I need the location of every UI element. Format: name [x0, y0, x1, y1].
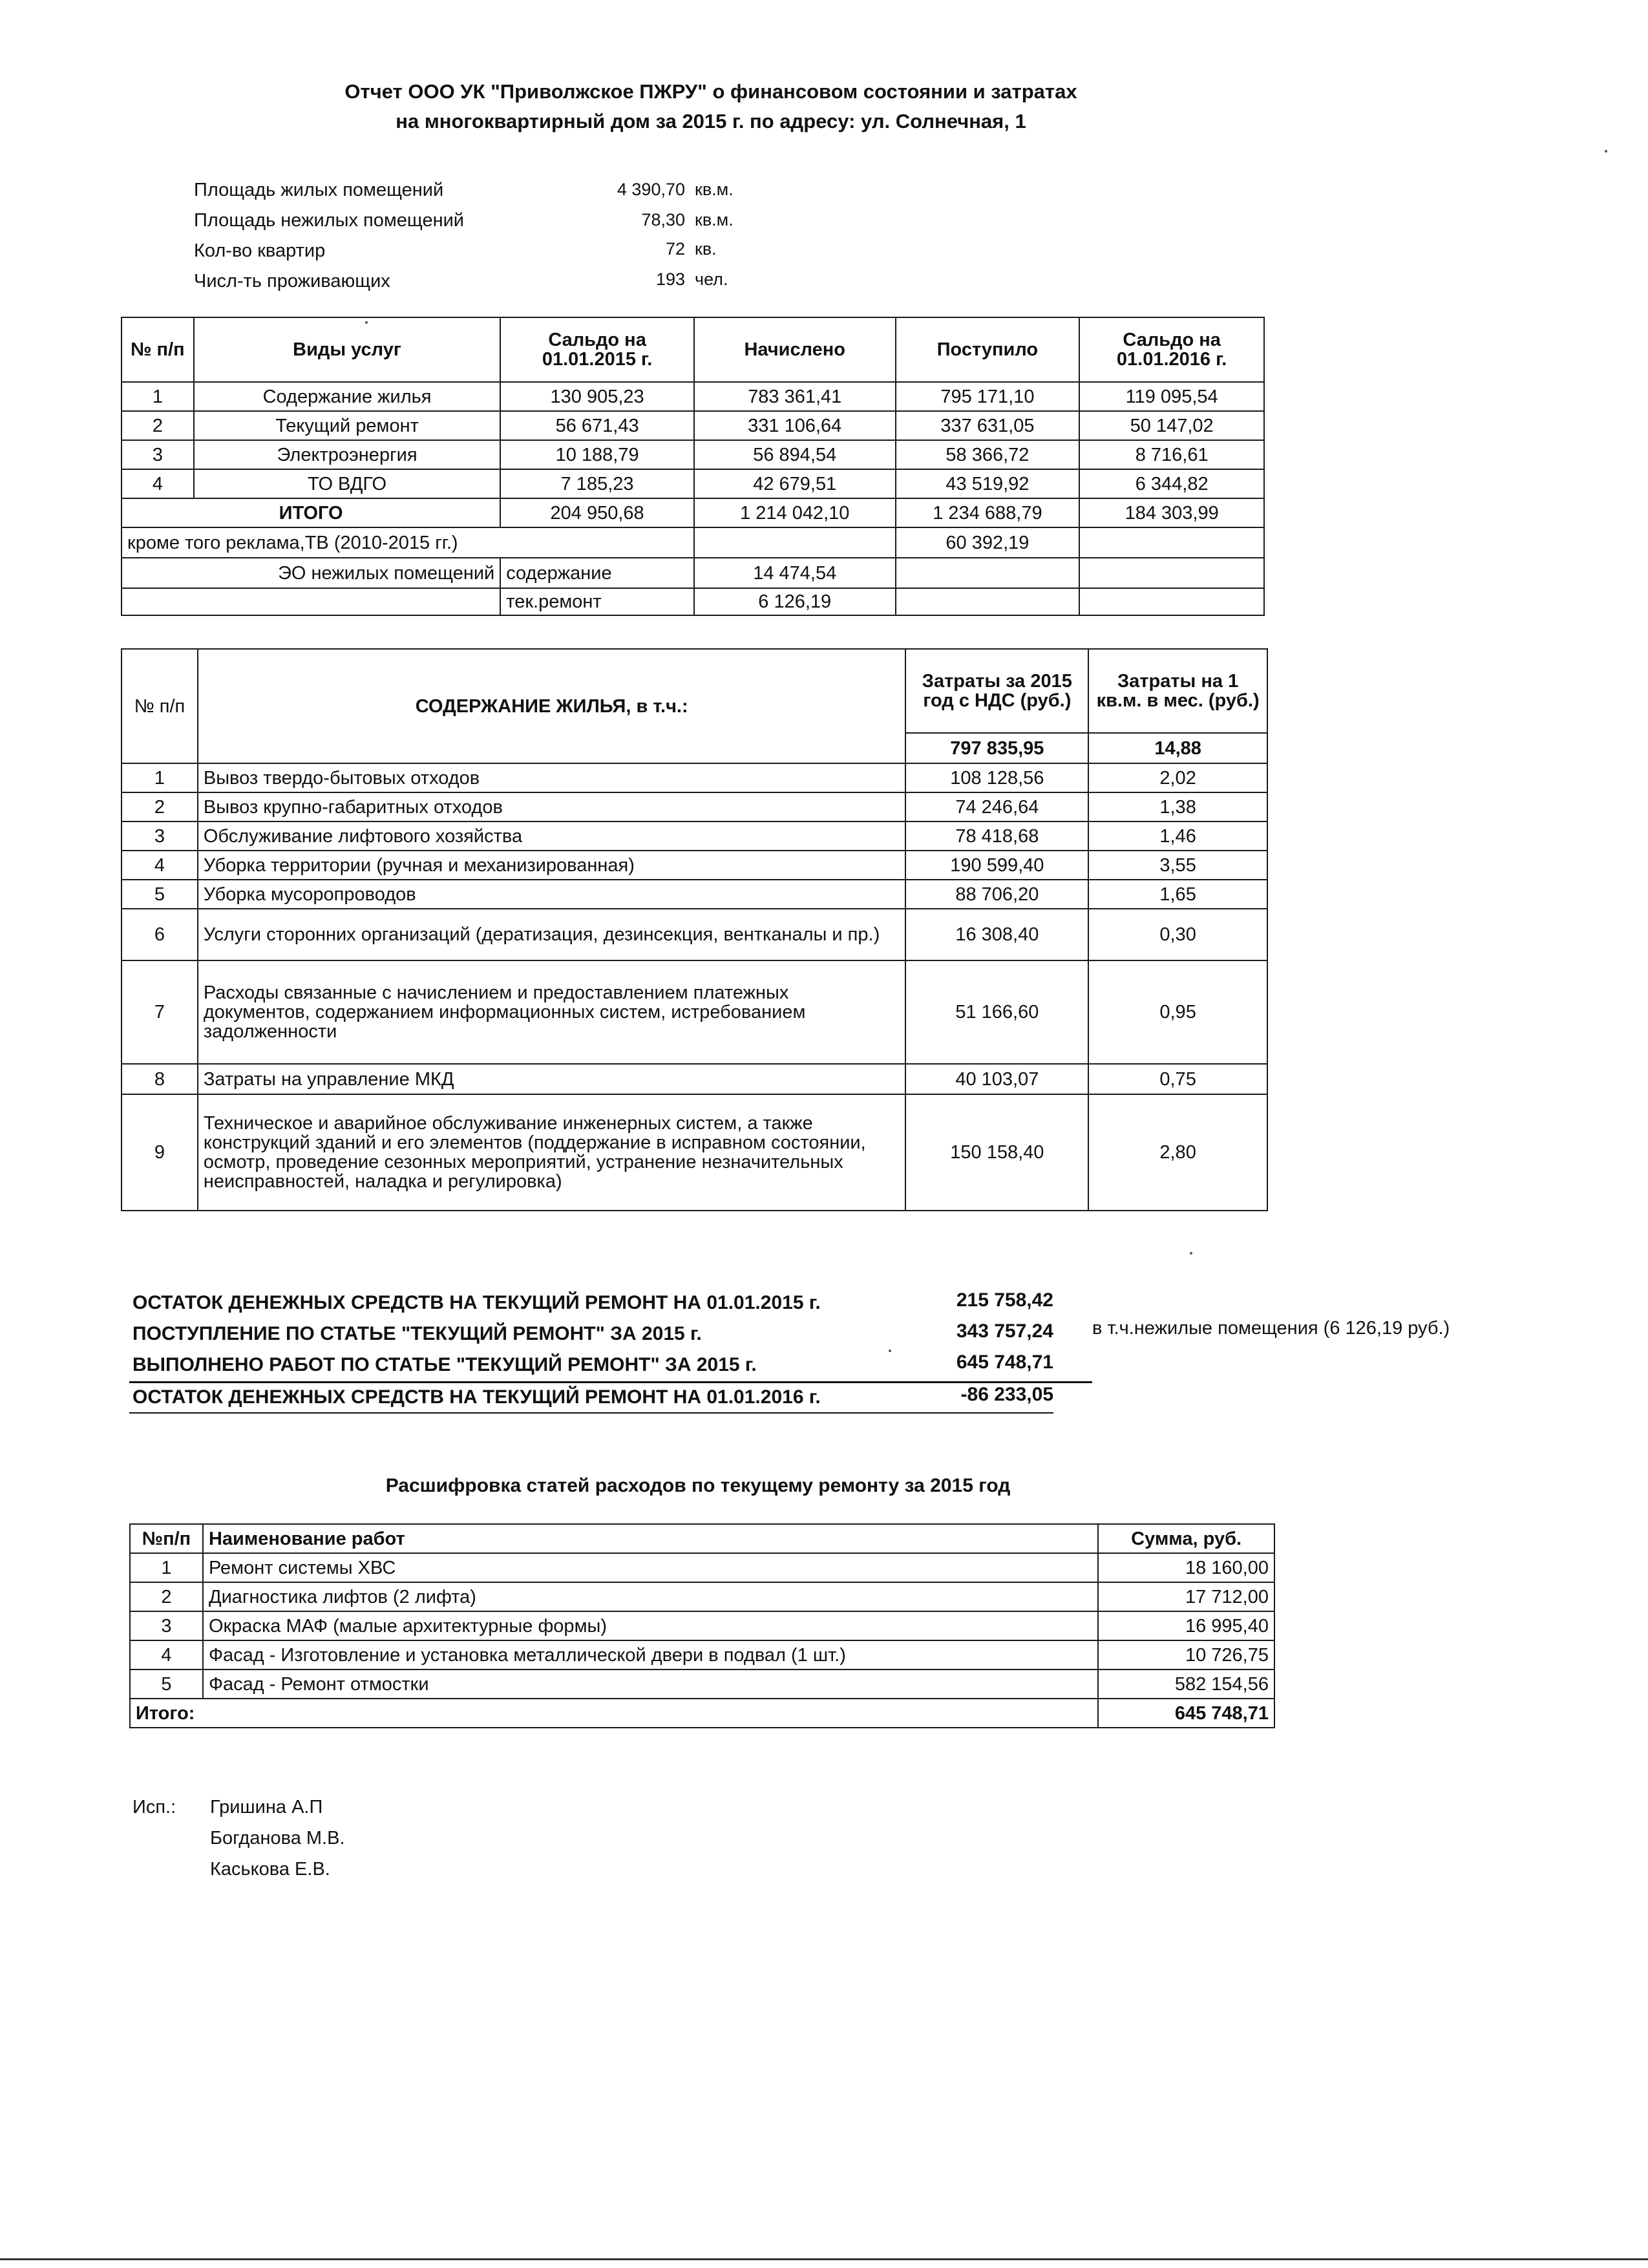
- balance-label: ОСТАТОК ДЕНЕЖНЫХ СРЕДСТВ НА ТЕКУЩИЙ РЕМОНТ НА 01.01.2016 г.: [132, 1386, 821, 1408]
- info-unit: кв.: [695, 239, 717, 259]
- work-name: Фасад - Изготовление и установка металлической двери в подвал (1 шт.): [203, 1640, 1098, 1669]
- balance-label: ПОСТУПЛЕНИЕ ПО СТАТЬЕ "ТЕКУЩИЙ РЕМОНТ" ЗА 2015 г.: [132, 1323, 702, 1344]
- eo-val-upkeep: 14 474,54: [694, 558, 896, 588]
- repair-title: Расшифровка статей расходов по текущему ремонту за 2015 год: [385, 1475, 1011, 1496]
- report-title-line1: Отчет ООО УК "Приволжское ПЖРУ" о финансовом состоянии и затратах: [344, 80, 1077, 103]
- total-row: [130, 1699, 1274, 1728]
- item-per-m2: 3,55: [1088, 851, 1267, 880]
- signature-name: Богданова М.В.: [210, 1828, 345, 1849]
- item-per-m2: 0,75: [1088, 1064, 1267, 1094]
- item-cost: 51 166,60: [905, 960, 1088, 1064]
- row-number: 1: [130, 1553, 203, 1582]
- row-number: 2: [121, 411, 194, 440]
- col-header-number: №п/п: [130, 1524, 203, 1553]
- col-header-maintenance: СОДЕРЖАНИЕ ЖИЛЬЯ, в т.ч.:: [198, 649, 906, 763]
- charged: 783 361,41: [694, 382, 896, 411]
- row-number: 7: [121, 960, 198, 1064]
- total-saldo-start: 204 950,68: [500, 498, 694, 527]
- col-header-received: Поступило: [896, 317, 1080, 382]
- charged: 56 894,54: [694, 440, 896, 469]
- service-name: Содержание жилья: [194, 382, 500, 411]
- table-row: [121, 960, 1267, 1064]
- col-header-charged: Начислено: [694, 317, 896, 382]
- work-sum: 17 712,00: [1098, 1582, 1274, 1611]
- saldo-end: 8 716,61: [1079, 440, 1264, 469]
- item-cost: 150 158,40: [905, 1094, 1088, 1211]
- row-number: 2: [130, 1582, 203, 1611]
- info-value: 78,30: [641, 210, 685, 229]
- table-row: [121, 469, 1264, 498]
- col-header-saldo-start: Сальдо на 01.01.2015 г.: [500, 317, 694, 382]
- item-per-m2: 1,38: [1088, 792, 1267, 821]
- row-number: 3: [130, 1611, 203, 1640]
- item-per-m2: 0,95: [1088, 960, 1267, 1064]
- received: 337 631,05: [896, 411, 1080, 440]
- table-row: [130, 1669, 1274, 1699]
- info-label: Площадь жилых помещений: [194, 180, 444, 200]
- work-name: Ремонт системы ХВС: [203, 1553, 1098, 1582]
- row-number: 2: [121, 792, 198, 821]
- item-name: Уборка мусоропроводов: [198, 880, 906, 909]
- total-sum: 645 748,71: [1098, 1699, 1274, 1728]
- advert-label: кроме того реклама,ТВ (2010-2015 гг.): [121, 527, 694, 558]
- col-header-sum: Сумма, руб.: [1098, 1524, 1274, 1553]
- item-per-m2: 2,02: [1088, 763, 1267, 792]
- scan-speck: [1605, 150, 1607, 153]
- table-row: [121, 851, 1267, 880]
- table-row: [121, 411, 1264, 440]
- table-row: [121, 821, 1267, 851]
- saldo-start: 10 188,79: [500, 440, 694, 469]
- info-value: 4 390,70: [617, 180, 685, 199]
- table-row: [121, 763, 1267, 792]
- row-number: 4: [130, 1640, 203, 1669]
- balance-divider: [129, 1381, 1092, 1383]
- saldo-start: 7 185,23: [500, 469, 694, 498]
- info-unit: кв.м.: [695, 210, 734, 229]
- info-unit: чел.: [695, 270, 728, 289]
- col-header-cost: Затраты за 2015 год с НДС (руб.): [905, 649, 1088, 733]
- work-name: Диагностика лифтов (2 лифта): [203, 1582, 1098, 1611]
- work-sum: 10 726,75: [1098, 1640, 1274, 1669]
- service-name: Электроэнергия: [194, 440, 500, 469]
- saldo-end: 6 344,82: [1079, 469, 1264, 498]
- repair-table: [129, 1523, 1275, 1728]
- col-header-number: № п/п: [121, 649, 198, 763]
- info-unit: кв.м.: [695, 180, 734, 199]
- table-row: [130, 1611, 1274, 1640]
- row-number: 3: [121, 440, 194, 469]
- item-cost: 190 599,40: [905, 851, 1088, 880]
- table-row: [130, 1640, 1274, 1669]
- eo-row-upkeep: [121, 558, 1264, 588]
- total-label: ИТОГО: [121, 498, 500, 527]
- table-row: [121, 1094, 1267, 1211]
- item-cost: 108 128,56: [905, 763, 1088, 792]
- balance-note: в т.ч.нежилые помещения (6 126,19 руб.): [1092, 1318, 1450, 1339]
- balance-value: 343 757,24: [956, 1320, 1053, 1342]
- row-number: 1: [121, 382, 194, 411]
- col-header-number: № п/п: [121, 317, 194, 382]
- table-row: [121, 880, 1267, 909]
- received: 58 366,72: [896, 440, 1080, 469]
- received: 795 171,10: [896, 382, 1080, 411]
- row-number: 4: [121, 469, 194, 498]
- eo-sub-upkeep: содержание: [500, 558, 694, 588]
- scan-bottom-edge: [0, 2258, 1648, 2260]
- item-name: Обслуживание лифтового хозяйства: [198, 821, 906, 851]
- total-row: [121, 498, 1264, 527]
- service-name: ТО ВДГО: [194, 469, 500, 498]
- item-cost: 78 418,68: [905, 821, 1088, 851]
- info-value: 193: [655, 270, 685, 289]
- col-header-work: Наименование работ: [203, 1524, 1098, 1553]
- scan-speck: [365, 321, 368, 324]
- table-row: [121, 792, 1267, 821]
- report-title-line2: на многоквартирный дом за 2015 г. по адресу: ул. Солнечная, 1: [396, 110, 1026, 132]
- received: 43 519,92: [896, 469, 1080, 498]
- col-header-saldo-end: Сальдо на 01.01.2016 г.: [1079, 317, 1264, 382]
- row-number: 8: [121, 1064, 198, 1094]
- total-label: Итого:: [130, 1699, 1098, 1728]
- saldo-end: 50 147,02: [1079, 411, 1264, 440]
- table-row: [121, 440, 1264, 469]
- item-per-m2: 2,80: [1088, 1094, 1267, 1211]
- scan-speck: [1190, 1252, 1192, 1255]
- item-per-m2: 1,46: [1088, 821, 1267, 851]
- work-sum: 18 160,00: [1098, 1553, 1274, 1582]
- info-value: 72: [665, 239, 685, 259]
- charged: 42 679,51: [694, 469, 896, 498]
- item-name: Затраты на управление МКД: [198, 1064, 906, 1094]
- item-name: Услуги сторонних организаций (дератизация, дезинсекция, вентканалы и пр.): [198, 909, 906, 960]
- item-name: Вывоз крупно-габаритных отходов: [198, 792, 906, 821]
- signature-name: Каськова Е.В.: [210, 1859, 330, 1880]
- table-row: [121, 909, 1267, 960]
- item-cost: 40 103,07: [905, 1064, 1088, 1094]
- info-label: Числ-ть проживающих: [194, 271, 390, 291]
- work-sum: 582 154,56: [1098, 1669, 1274, 1699]
- advert-row: [121, 527, 1264, 558]
- row-number: 5: [130, 1669, 203, 1699]
- maintenance-table: [121, 648, 1268, 1211]
- item-per-m2: 1,65: [1088, 880, 1267, 909]
- charged: 331 106,64: [694, 411, 896, 440]
- balance-label: ОСТАТОК ДЕНЕЖНЫХ СРЕДСТВ НА ТЕКУЩИЙ РЕМОНТ НА 01.01.2015 г.: [132, 1292, 821, 1313]
- item-cost: 88 706,20: [905, 880, 1088, 909]
- item-name: Вывоз твердо-бытовых отходов: [198, 763, 906, 792]
- row-number: 6: [121, 909, 198, 960]
- col-header-service: Виды услуг: [194, 317, 500, 382]
- table-row: [130, 1553, 1274, 1582]
- scan-speck: [889, 1350, 891, 1352]
- total-received: 1 234 688,79: [896, 498, 1080, 527]
- services-table: [121, 317, 1265, 616]
- table-row: [130, 1582, 1274, 1611]
- row-number: 9: [121, 1094, 198, 1211]
- balance-label: ВЫПОЛНЕНО РАБОТ ПО СТАТЬЕ "ТЕКУЩИЙ РЕМОНТ" ЗА 2015 г.: [132, 1354, 757, 1375]
- table-row: [121, 1064, 1267, 1094]
- total-per-m2: 14,88: [1088, 733, 1267, 763]
- work-name: Окраска МАФ (малые архитектурные формы): [203, 1611, 1098, 1640]
- eo-val-repair: 6 126,19: [694, 588, 896, 615]
- row-number: 3: [121, 821, 198, 851]
- eo-sub-repair: тек.ремонт: [500, 588, 694, 615]
- signature-label: Исп.:: [132, 1797, 176, 1818]
- row-number: 1: [121, 763, 198, 792]
- saldo-end: 119 095,54: [1079, 382, 1264, 411]
- item-cost: 16 308,40: [905, 909, 1088, 960]
- service-name: Текущий ремонт: [194, 411, 500, 440]
- item-name: Уборка территории (ручная и механизированная): [198, 851, 906, 880]
- balance-value: 215 758,42: [956, 1289, 1053, 1311]
- row-number: 4: [121, 851, 198, 880]
- info-label: Кол-во квартир: [194, 240, 326, 261]
- item-cost: 74 246,64: [905, 792, 1088, 821]
- balance-underline: [129, 1412, 1053, 1414]
- total-charged: 1 214 042,10: [694, 498, 896, 527]
- signature-name: Гришина А.П: [210, 1797, 323, 1818]
- saldo-start: 56 671,43: [500, 411, 694, 440]
- col-header-per-m2: Затраты на 1 кв.м. в мес. (руб.): [1088, 649, 1267, 733]
- balance-value: -86 233,05: [960, 1384, 1053, 1405]
- item-name: Техническое и аварийное обслуживание инженерных систем, а также конструкций зданий и его элементов (поддержание в исправном состоянии, осмотр, проведение сезонных мероприятий, устранение незначительных неисправностей, наладка и регулировка): [198, 1094, 906, 1211]
- item-name: Расходы связанные с начислением и предоставлением платежных документов, содержанием информационных систем, истребованием задолженности: [198, 960, 906, 1064]
- balance-value: 645 748,71: [956, 1351, 1053, 1373]
- table-row: [121, 382, 1264, 411]
- eo-label: ЭО нежилых помещений: [121, 558, 500, 588]
- info-label: Площадь нежилых помещений: [194, 210, 465, 231]
- total-cost: 797 835,95: [905, 733, 1088, 763]
- work-sum: 16 995,40: [1098, 1611, 1274, 1640]
- item-per-m2: 0,30: [1088, 909, 1267, 960]
- work-name: Фасад - Ремонт отмостки: [203, 1669, 1098, 1699]
- advert-received: 60 392,19: [896, 527, 1080, 558]
- saldo-start: 130 905,23: [500, 382, 694, 411]
- row-number: 5: [121, 880, 198, 909]
- total-saldo-end: 184 303,99: [1079, 498, 1264, 527]
- eo-row-repair: [121, 588, 1264, 615]
